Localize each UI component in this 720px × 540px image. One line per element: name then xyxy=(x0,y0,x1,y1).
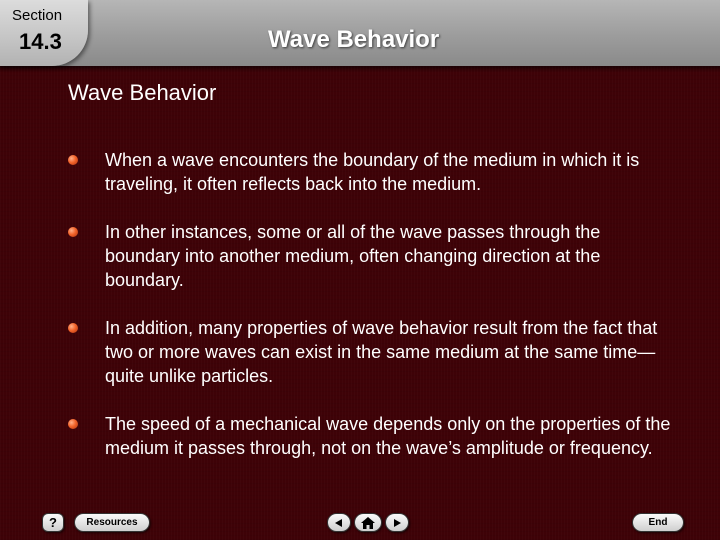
bullet-icon xyxy=(68,227,78,237)
left-arrow-icon xyxy=(334,518,344,528)
bullet-icon xyxy=(68,419,78,429)
bullet-text: In addition, many properties of wave behavior result from the fact that two or more waves can exist in the same medium at the same time—quite unlike particles. xyxy=(105,318,658,386)
bullet-text: When a wave encounters the boundary of the medium in which it is traveling, it often reflects back into the medium. xyxy=(105,150,640,194)
section-number: 14.3 xyxy=(19,29,62,54)
header-shadow xyxy=(0,66,720,72)
bullet-text: In other instances, some or all of the wave passes through the boundary into another medium, often changing direction at the boundary. xyxy=(105,222,601,290)
end-button[interactable] xyxy=(632,513,684,532)
bullet-item xyxy=(66,220,678,292)
next-button[interactable] xyxy=(385,513,409,532)
home-icon xyxy=(361,517,375,529)
resources-label: Resources xyxy=(86,517,138,528)
previous-button[interactable] xyxy=(327,513,351,532)
bullet-item xyxy=(66,316,678,388)
section-label: Section xyxy=(12,7,63,24)
end-label: End xyxy=(648,517,668,528)
help-label: ? xyxy=(49,515,57,530)
bullet-list xyxy=(66,148,678,484)
home-button[interactable] xyxy=(354,513,382,532)
bullet-icon xyxy=(68,155,78,165)
bullet-text: The speed of a mechanical wave depends only on the properties of the medium it passes through, not on the wave’s amplitude or frequency. xyxy=(105,414,671,458)
section-tab xyxy=(0,0,88,66)
help-button[interactable] xyxy=(42,513,64,532)
bullet-item xyxy=(66,412,678,460)
header-title: Wave Behavior xyxy=(268,26,440,53)
right-arrow-icon xyxy=(392,518,402,528)
bullet-icon xyxy=(68,323,78,333)
slide-heading: Wave Behavior xyxy=(68,80,217,105)
bullet-item xyxy=(66,148,678,196)
resources-button[interactable] xyxy=(74,513,150,532)
